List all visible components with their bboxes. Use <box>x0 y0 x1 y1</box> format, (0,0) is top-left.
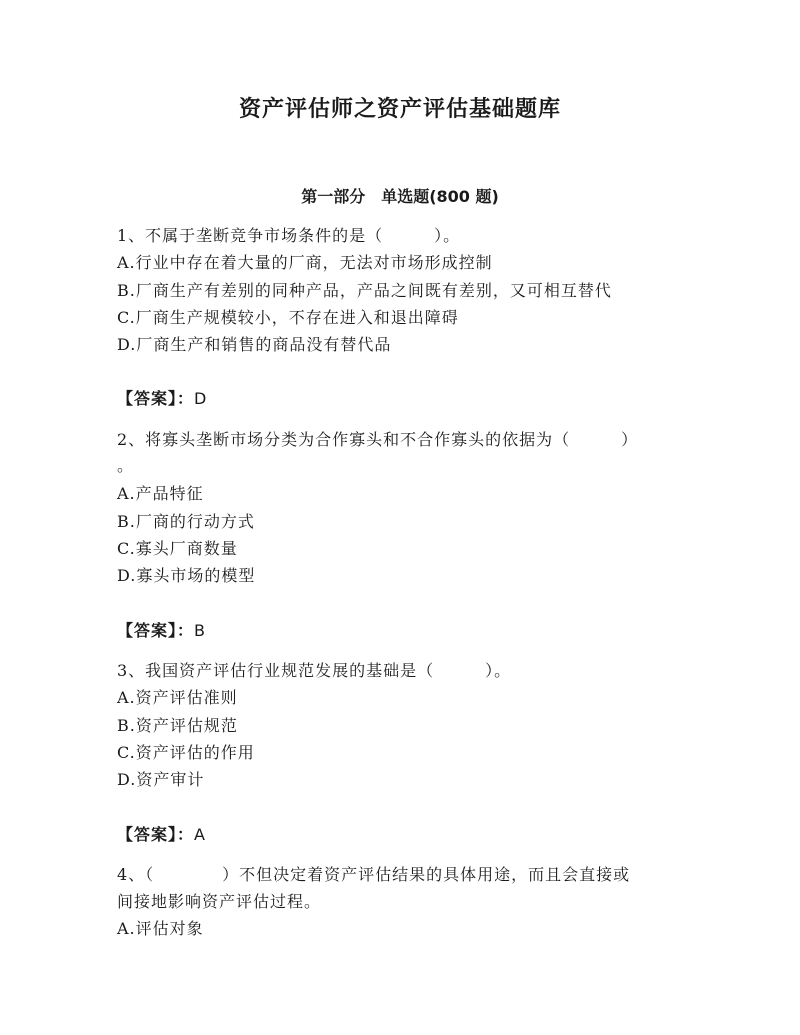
answer-value: B <box>194 621 206 640</box>
question-2-option-c: C.寡头厂商数量 <box>117 539 238 558</box>
question-3-answer <box>117 825 206 845</box>
answer-label: 【答案】： <box>117 621 195 640</box>
question-4-stem-continued: 间接地影响资产评估过程。 <box>117 892 322 911</box>
question-3-option-b: B.资产评估规范 <box>117 716 238 735</box>
answer-value: D <box>194 389 208 408</box>
question-4-option-a: A.评估对象 <box>117 919 204 938</box>
question-2-option-a: A.产品特征 <box>117 484 204 503</box>
question-1-option-b: B.厂商生产有差别的同种产品，产品之间既有差别，又可相互替代 <box>117 281 612 300</box>
question-2-option-b: B.厂商的行动方式 <box>117 512 255 531</box>
answer-value: A <box>194 825 206 844</box>
question-3-option-a: A.资产评估准则 <box>117 688 238 707</box>
question-1-option-a: A.行业中存在着大量的厂商，无法对市场形成控制 <box>117 253 493 272</box>
question-2-option-d: D.寡头市场的模型 <box>117 566 256 585</box>
question-2-stem-continued: 。 <box>117 456 135 475</box>
question-1-option-c: C.厂商生产规模较小，不存在进入和退出障碍 <box>117 308 459 327</box>
question-1-option-d: D.厂商生产和销售的商品没有替代品 <box>117 335 392 354</box>
answer-label: 【答案】： <box>117 825 195 844</box>
question-3-stem: 3、我国资产评估行业规范发展的基础是（ ）。 <box>117 661 512 680</box>
question-3-option-d: D.资产审计 <box>117 770 205 789</box>
question-4-stem: 4、（ ）不但决定着资产评估结果的具体用途，而且会直接或 <box>117 865 631 884</box>
question-1-answer <box>117 389 207 409</box>
section-heading: 第一部分 单选题(800 题) <box>301 187 499 206</box>
question-2-stem: 2、将寡头垄断市场分类为合作寡头和不合作寡头的依据为（ ） <box>117 430 639 449</box>
document-title: 资产评估师之资产评估基础题库 <box>238 97 561 122</box>
answer-label: 【答案】： <box>117 389 195 408</box>
question-1-stem: 1、不属于垄断竞争市场条件的是（ ）。 <box>117 226 461 245</box>
question-2-answer <box>117 621 206 641</box>
question-3-option-c: C.资产评估的作用 <box>117 743 255 762</box>
